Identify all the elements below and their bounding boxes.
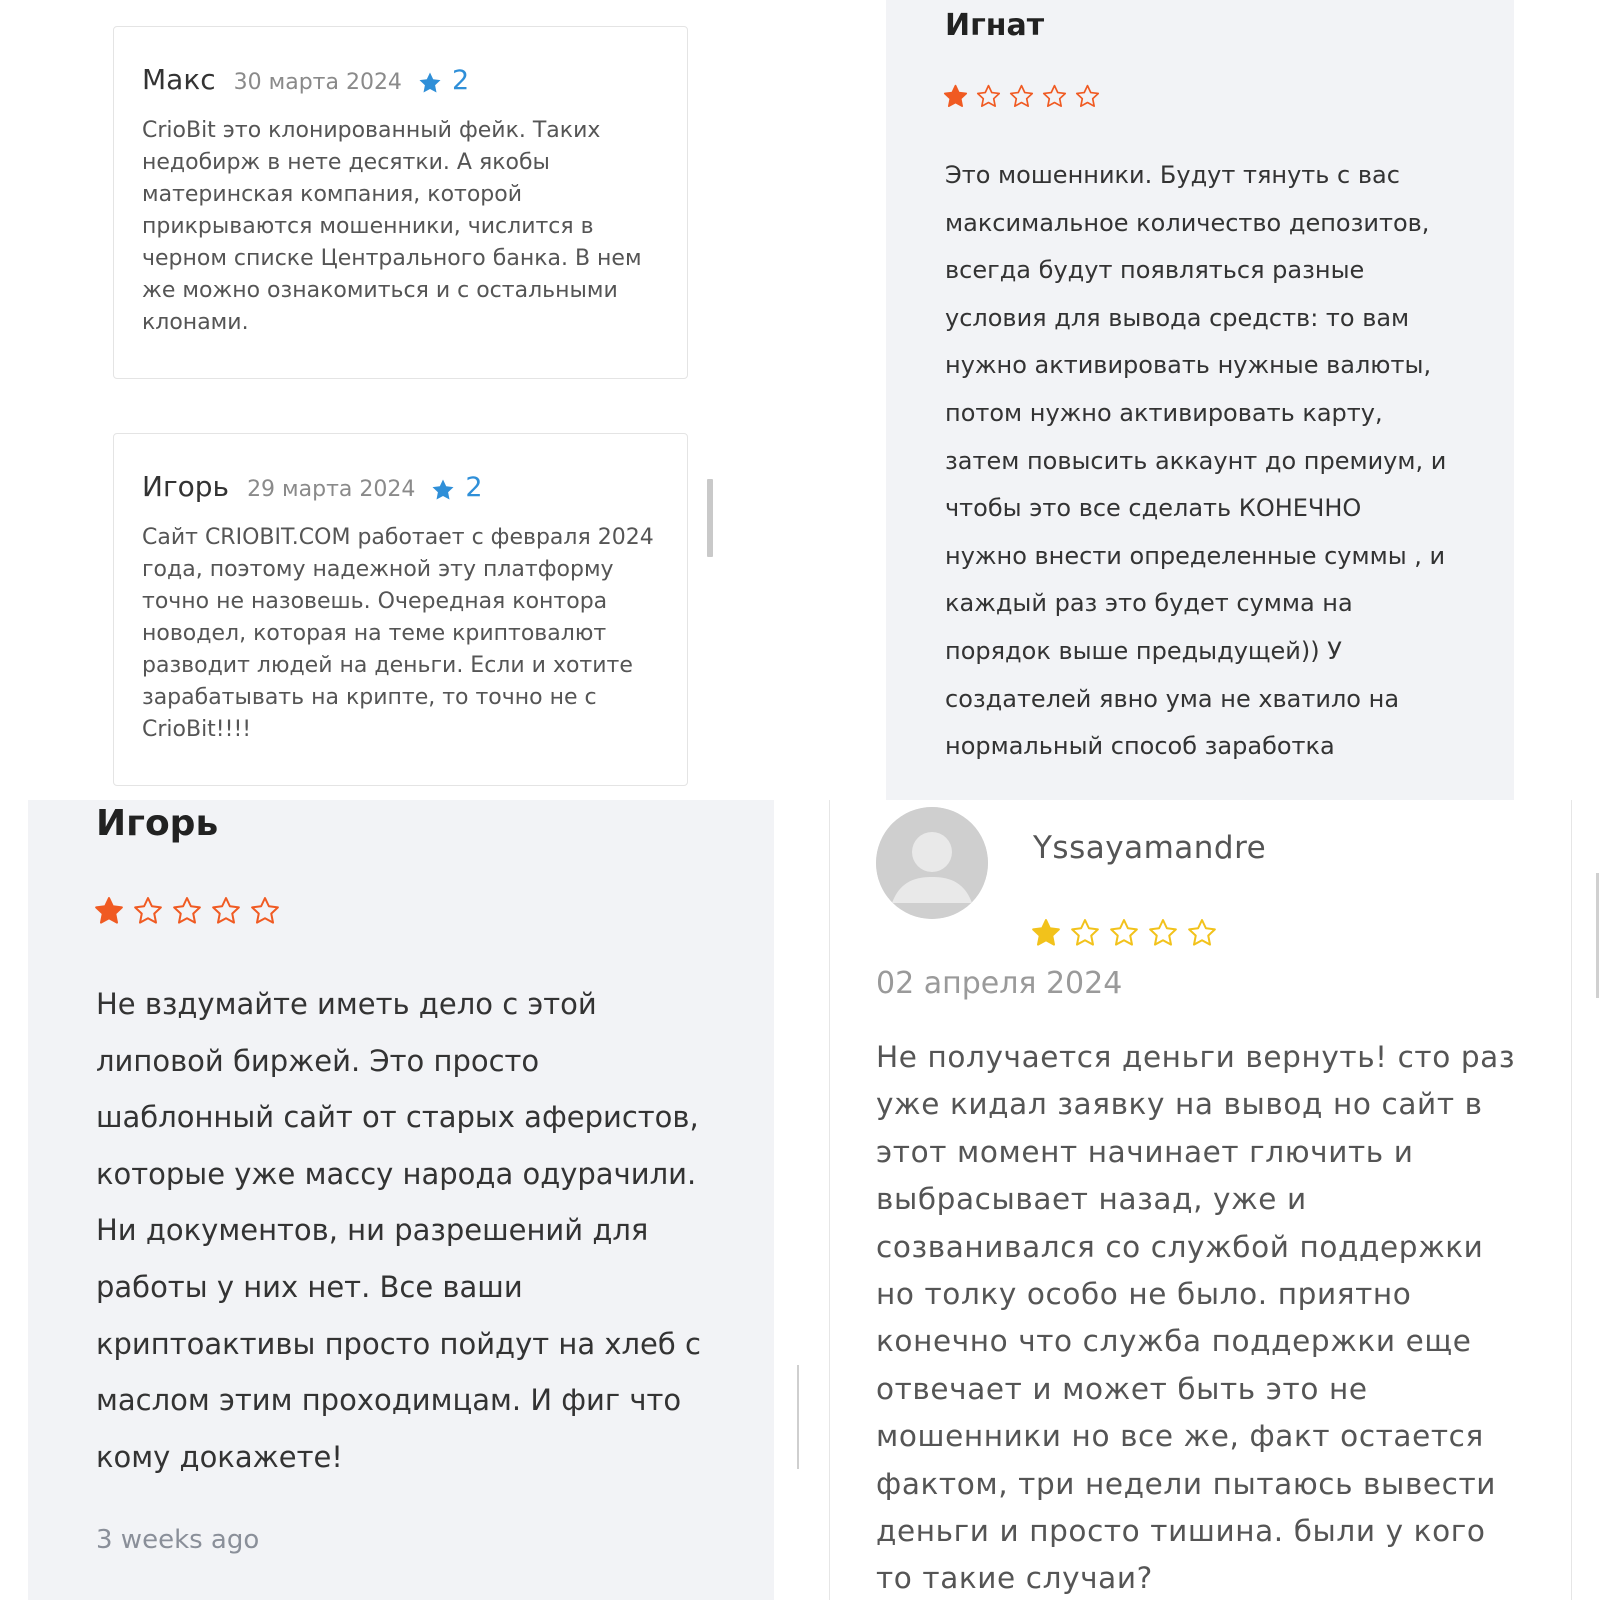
star-outline-icon (211, 896, 241, 926)
star-outline-icon (1187, 918, 1217, 948)
review-text: CrioBit это клонированный фейк. Таких недобирж в нете десятки. А якобы материнская компания, которой прикрываются мошенники, числится в черном списке Центрального банка. В нем же можно ознакомиться и с остальными клонами. (142, 118, 642, 335)
star-outline-icon (1109, 918, 1139, 948)
star-filled-icon (94, 896, 124, 926)
rating-value: 2 (465, 472, 483, 503)
reviewer-name: Yssayamandre (1033, 830, 1267, 866)
star-outline-icon (133, 896, 163, 926)
divider (829, 800, 830, 1600)
star-outline-icon (1009, 84, 1034, 109)
star-rating (94, 896, 280, 926)
review-date: 02 апреля 2024 (876, 966, 1123, 1001)
scrollbar-edge (1596, 873, 1599, 998)
user-icon (876, 807, 988, 919)
review-card-igor-small (113, 433, 688, 786)
reviewer-name: Игнат (945, 8, 1045, 43)
star-outline-icon (1075, 84, 1100, 109)
star-outline-icon (172, 896, 202, 926)
reviewer-name: Игорь (96, 803, 219, 844)
review-text: Не получается деньги вернуть! сто раз уже кидал заявку на вывод но сайт в этот момент начинает глючить и выбрасывает назад, уже и созванивался со службой поддержки но толку особо не было. приятно конечно что служба поддержки еще отвечает и может быть это не мошенники но все же, факт остается фактом, три недели пытаюсь вывести деньги и просто тишина. были у кого то такие случаи? (876, 1040, 1516, 1596)
review-text: Это мошенники. Будут тянуть с вас максимальное количество депозитов, всегда будут появляться разные условия для вывода средств: то вам нужно активировать нужные валюты, потом нужно активировать карту, затем повысить аккаунт до премиум, и чтобы это все сделать КОНЕЧНО нужно внести определенные суммы , и каждый раз это будет сумма на порядок выше предыдущей)) У создателей явно ума не хватило на нормальный способ заработка (945, 161, 1447, 761)
review-date: 29 марта 2024 (247, 477, 416, 502)
review-card-maks (113, 26, 688, 379)
star-rating (1031, 918, 1217, 948)
divider (797, 1365, 799, 1469)
avatar (876, 807, 988, 919)
star-icon (418, 71, 442, 95)
divider (1571, 800, 1572, 1600)
rating-value: 2 (451, 65, 470, 96)
star-outline-icon (1070, 918, 1100, 948)
review-date: 30 марта 2024 (233, 70, 402, 95)
scrollbar-thumb[interactable] (707, 479, 713, 557)
star-outline-icon (1148, 918, 1178, 948)
star-outline-icon (250, 896, 280, 926)
review-time: 3 weeks ago (96, 1525, 260, 1555)
reviewer-name: Игорь (142, 470, 230, 503)
star-rating (943, 84, 1100, 109)
star-filled-icon (943, 84, 968, 109)
review-text: Сайт CRIOBIT.COM работает с февраля 2024 года, поэтому надежной эту платформу точно не назовешь. Очередная контора новодел, которая на теме криптовалют разводит людей на деньги. Если и хотите зарабатывать на крипте, то точно не с CrioBit!!!! (142, 525, 654, 742)
star-outline-icon (976, 84, 1001, 109)
star-outline-icon (1042, 84, 1067, 109)
star-icon (431, 478, 455, 502)
review-text: Не вздумайте иметь дело с этой липовой биржей. Это просто шаблонный сайт от старых аферистов, которые уже массу народа одурачили. Ни документов, ни разрешений для работы у них нет. Все ваши криптоактивы просто пойдут на хлеб с маслом этим проходимцам. И фиг что кому докажете! (96, 987, 701, 1474)
star-filled-icon (1031, 918, 1061, 948)
reviewer-name: Макс (142, 63, 216, 96)
